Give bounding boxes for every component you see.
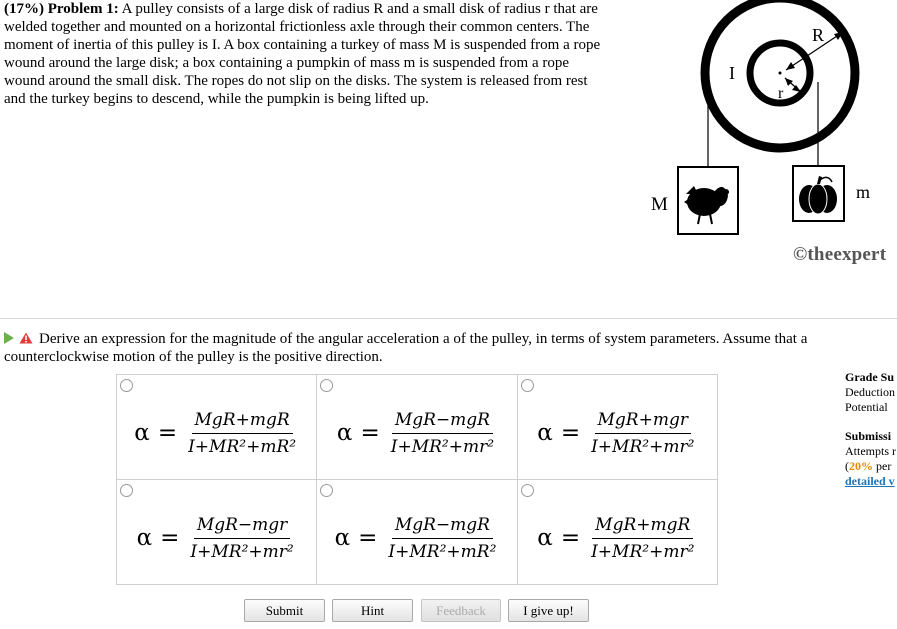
label-M: M [651,194,668,215]
question-text: Derive an expression for the magnitude of the angular acceleration a of the pulley, in terms of system parameters. Assume that a counterclockwise motion of the pulley is the positive direction. [4,331,808,365]
denominator: I+MR²+mr² [591,541,695,562]
submit-button[interactable]: Submit [244,599,325,622]
problem-text: A pulley consists of a large disk of radius R and a small disk of radius r that are welded together and mounted on a horizontal frictionless axle through their common centers. The moment of inertia of this pulley is I. A box containing a turkey of mass M is suspended from a rope wound around the large disk; a box containing a pumpkin of mass m is suspended from a rope wound around the small disk. The ropes do not slip on the disks. The system is released from rest and the turkey begins to descend, while the pumpkin is being lifted up. [4,1,601,107]
option-2-radio[interactable] [320,379,333,392]
option-6[interactable] [517,480,717,585]
warning-icon [19,332,33,344]
grade-summary-panel [845,370,897,489]
equals-sign: = [160,525,180,551]
penalty-line: (20% per [845,459,892,473]
submissions-title: Submissi [845,429,892,443]
denominator: I+MR²+mr² [390,436,495,457]
pulley-figure [640,0,897,244]
alpha-symbol: α [537,420,553,446]
question-prompt [4,330,884,366]
label-r: r [778,85,784,102]
give-up-button[interactable]: I give up! [508,599,589,622]
equals-sign: = [560,420,581,446]
equals-sign: = [360,420,380,446]
option-1[interactable] [117,375,317,480]
numerator: MgR−mgr [194,515,290,539]
option-1-radio[interactable] [120,379,133,392]
option-6-formula [518,510,717,566]
alpha-symbol: α [134,420,150,446]
play-icon[interactable] [4,332,14,344]
numerator: MgR−mgR [392,410,493,434]
denominator: I+MR²+mR² [188,436,297,457]
equals-sign: = [157,420,178,446]
option-2-formula [317,405,516,461]
alpha-symbol: α [334,525,351,551]
option-2[interactable] [317,375,517,480]
denominator: I+MR²+mr² [591,436,695,457]
option-3-radio[interactable] [521,379,534,392]
section-divider [0,318,897,319]
option-3[interactable] [517,375,717,480]
feedback-button[interactable]: Feedback [421,599,501,622]
equals-sign: = [358,525,378,551]
penalty-percent: 20% [849,459,873,473]
option-4-formula [117,510,316,566]
label-R: R [812,25,825,45]
label-m: m [856,182,871,202]
alpha-symbol: α [136,525,153,551]
equals-sign: = [560,525,581,551]
denominator: I+MR²+mr² [190,541,294,562]
alpha-symbol: α [537,525,553,551]
attempts-label: Attempts r [845,444,896,458]
option-5[interactable] [317,480,517,585]
grade-summary-title: Grade Su [845,370,895,384]
option-6-radio[interactable] [521,484,534,497]
numerator: MgR+mgR [192,410,293,434]
problem-header: (17%) Problem 1: [4,1,119,17]
deductions-label: Deduction [845,385,895,399]
denominator: I+MR²+mR² [388,541,497,562]
option-1-formula [117,405,316,461]
numerator: MgR+mgR [592,515,693,539]
option-4-radio[interactable] [120,484,133,497]
hint-button[interactable]: Hint [332,599,413,622]
problem-statement [4,0,604,108]
option-5-radio[interactable] [320,484,333,497]
option-4[interactable] [117,480,317,585]
axle [779,72,782,75]
penalty-per: per [873,459,892,473]
alpha-symbol: α [336,420,353,446]
potential-label: Potential [845,400,888,414]
option-5-formula [317,510,516,566]
answer-options [116,374,718,585]
detailed-view-link[interactable]: detailed v [845,474,895,488]
copyright-watermark: ©theexpert [793,244,887,265]
numerator: MgR+mgr [595,410,691,434]
option-3-formula [518,405,717,461]
numerator: MgR−mgR [392,515,493,539]
label-I: I [729,63,735,83]
